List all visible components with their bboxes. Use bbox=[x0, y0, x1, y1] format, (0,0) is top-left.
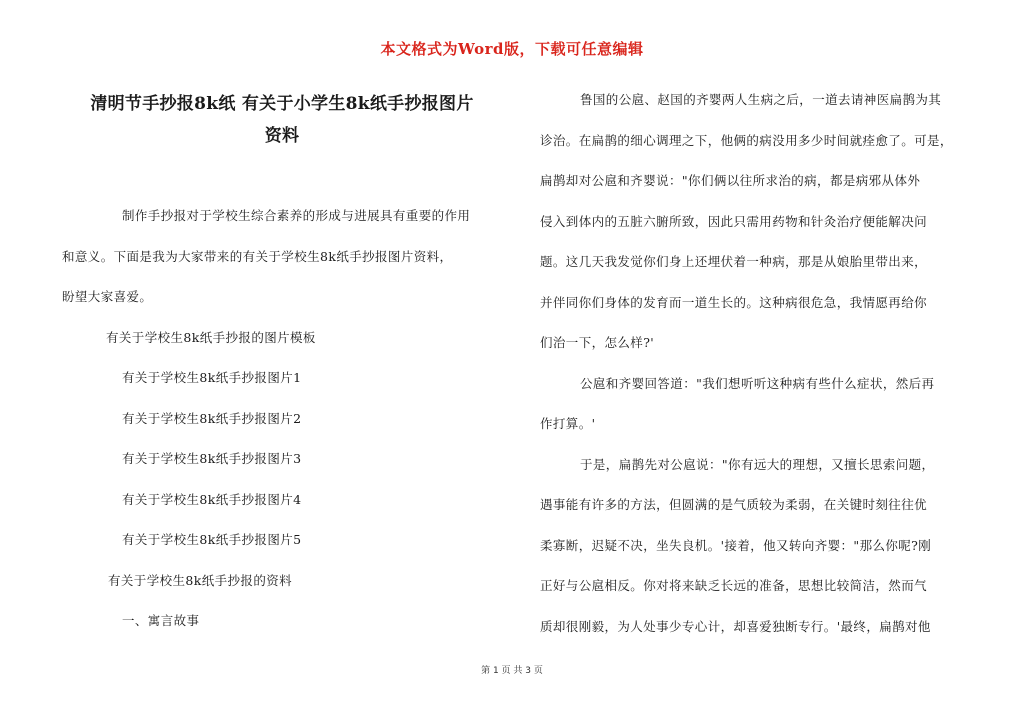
story-line: 们治一下，怎么样?' bbox=[540, 335, 655, 350]
picture-item: 有关于学校生8k纸手抄报图片1 bbox=[122, 370, 302, 385]
title-line-1: 清明节手抄报8k纸 有关于小学生8k纸手抄报图片 bbox=[90, 94, 474, 114]
story-paragraph-2 bbox=[540, 364, 980, 445]
story-line: 正好与公扈相反。你对将来缺乏长远的准备，思想比较简洁，然而气 bbox=[540, 578, 928, 593]
story-line: 柔寡断，迟疑不决，坐失良机。'接着，他又转向齐婴："那么你呢?刚 bbox=[540, 537, 932, 553]
story-line: 质却很刚毅，为人处事少专心计，却喜爱独断专行。'最终，扁鹊对他 bbox=[540, 618, 931, 634]
intro-line: 制作手抄报对于学校生综合素养的形成与进展具有重要的作用 bbox=[122, 208, 471, 223]
picture-item: 有关于学校生8k纸手抄报图片4 bbox=[122, 491, 302, 507]
intro-paragraph bbox=[62, 196, 502, 318]
material-heading: 有关于学校生8k纸手抄报的资料 bbox=[108, 572, 293, 588]
title-line-2: 资料 bbox=[264, 126, 300, 146]
story-paragraph-3 bbox=[540, 445, 980, 648]
page-number-footer: 第 1 页 共 3 页 bbox=[481, 666, 543, 676]
story-line: 并伴同你们身体的发育而一道生长的。这种病很危急，我情愿再给你 bbox=[540, 294, 928, 310]
story-line: 公扈和齐婴回答道："我们想听听这种病有些什么症状，然后再 bbox=[580, 375, 935, 391]
document-title bbox=[62, 88, 502, 152]
left-column bbox=[62, 88, 502, 642]
story-line: 扁鹊却对公扈和齐婴说："你们俩以往所求治的病，都是病邪从体外 bbox=[540, 173, 921, 188]
intro-line: 盼望大家喜爱。 bbox=[62, 289, 153, 304]
story-line: 鲁国的公扈、赵国的齐婴两人生病之后，一道去请神医扁鹊为其 bbox=[580, 92, 942, 107]
story-line: 诊治。在扁鹊的细心调理之下，他俩的病没用多少时间就痊愈了。可是， bbox=[540, 132, 953, 148]
story-paragraph-1 bbox=[540, 80, 980, 364]
intro-line: 和意义。下面是我为大家带来的有关于学校生8k纸手抄报图片资料， bbox=[62, 248, 453, 264]
picture-item: 有关于学校生8k纸手抄报图片3 bbox=[122, 451, 302, 466]
story-line: 于是，扁鹊先对公扈说："你有远大的理想，又擅长思索问题， bbox=[580, 456, 935, 472]
story-line: 作打算。' bbox=[540, 416, 596, 431]
word-format-banner: 本文格式为Word版，下载可任意编辑 bbox=[380, 40, 644, 58]
picture-item: 有关于学校生8k纸手抄报图片5 bbox=[122, 532, 302, 547]
story-line: 遇事能有许多的方法，但圆满的是气质较为柔弱，在关键时刻往往优 bbox=[540, 497, 928, 512]
story-line: 题。这几天我发觉你们身上还埋伏着一种病，那是从娘胎里带出来， bbox=[540, 254, 928, 269]
story-line: 侵入到体内的五脏六腑所致，因此只需用药物和针灸治疗便能解决问 bbox=[540, 213, 928, 229]
section-heading: 一、寓言故事 bbox=[122, 613, 200, 628]
right-column bbox=[540, 80, 980, 647]
picture-item: 有关于学校生8k纸手抄报图片2 bbox=[122, 410, 302, 426]
template-heading: 有关于学校生8k纸手抄报的图片模板 bbox=[106, 329, 316, 345]
